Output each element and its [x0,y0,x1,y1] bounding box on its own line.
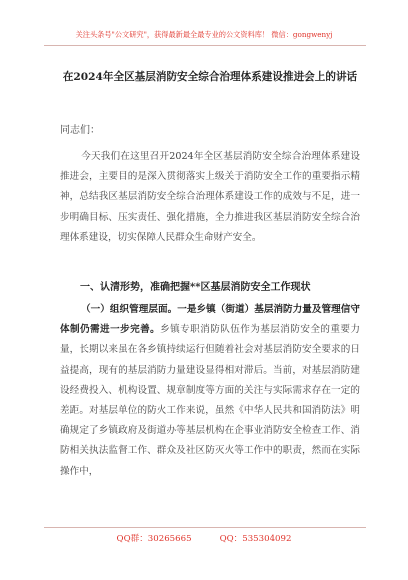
subsection-lead: （一）组织管理层面。一是乡镇（街道）基层消防力量及管理信守体制仍需进一步完善。 [60,304,360,336]
salutation: 同志们： [60,125,100,136]
intro-paragraph [60,147,360,248]
footer-qq-contact: QQ：535304092 [219,534,292,544]
section-heading: 一、认清形势，准确把握**区基层消防安全工作现状 [80,282,311,293]
subsection-body: 乡镇专职消防队伍作为基层消防安全的重要力量，长期以来虽在各乡镇持续运行但随着社会对基层消防安全要求的日益提高，现有的基层消防力量建设显得相对滞后。当前，对基层消防建设经费投入、机构设置、规章制度等方面的关注与实际需求存在一定的差距。对基层单位的防火工作来说，虽然《中华人民共和国消防法》明确规定了乡镇政府及街道办等基层机构在企事业消防安全检查工作、消防相关执法监督工作、群众及社区防灭火等工作中的职责，然而在实际操作中， [60,324,360,477]
subsection-paragraph [60,300,360,482]
document-title: 在2024年全区基层消防安全综合治理体系建设推进会上的讲话 [62,71,358,83]
header-divider [44,45,366,46]
footer-banner [0,532,408,544]
header-banner: 关注头条号"公文研究"，获得最新最全最专业的公文资料库！ 微信：gongwenyj [75,30,333,39]
footer-qq-group: QQ群：30265665 [116,534,192,544]
intro-paragraph-text: 今天我们在这里召开2024年全区基层消防安全综合治理体系建设推进会，主要目的是深入贯彻落实上级关于消防安全工作的重要指示精神，总结我区基层消防安全综合治理体系建设工作的成效与不足，进一步明确目标、压实责任、强化措施，全力推进我区基层消防安全综合治理体系建设，切实保障人民群众生命财产安全。 [60,151,360,243]
footer-divider [44,527,366,528]
